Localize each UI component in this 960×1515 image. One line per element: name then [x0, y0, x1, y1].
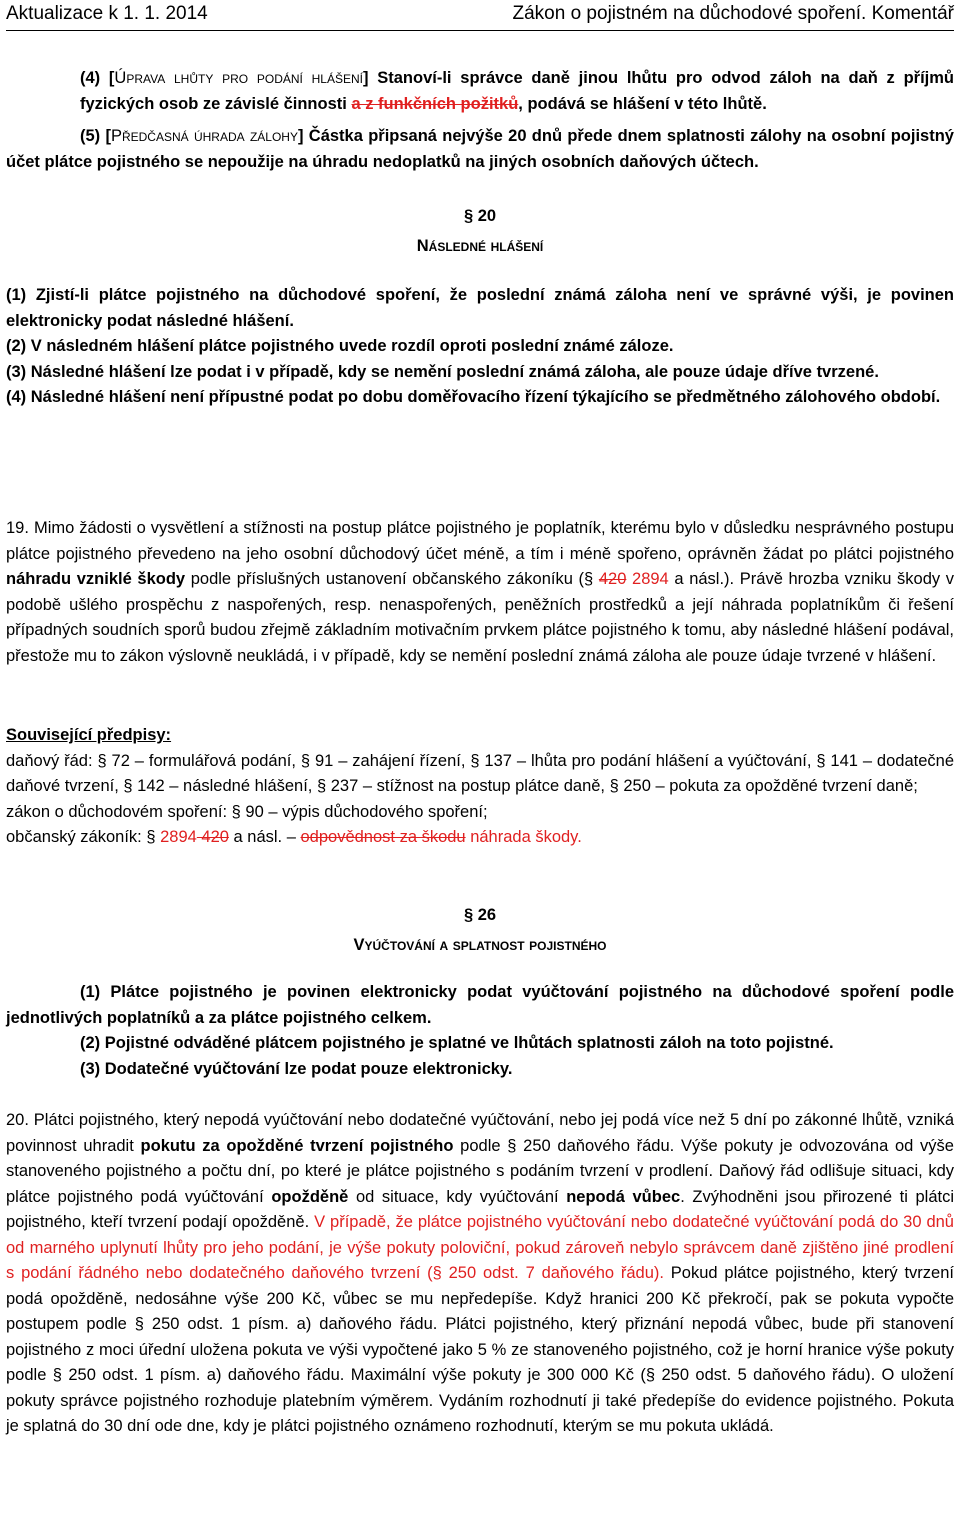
header-right: Zákon o pojistném na důchodové spoření. Komentář	[512, 3, 954, 24]
deleted-text: a z funkčních požitků	[351, 94, 519, 113]
section-26	[6, 903, 954, 1082]
inserted-text: V případě, že plátce pojistného vyúčtování nebo dodatečné vyúčtování podá do 30 dnů od marného uplynutí lhůty pro jeho podání, je výše pokuty poloviční, pokud zároveň nebylo správcem daně zjištěno jiné prodlení s podání řádného nebo dodatečného daňového tvrzení (§ 250 odst. 7 daňového řádu).	[6, 1213, 954, 1282]
section-20-number: § 20	[463, 207, 497, 225]
page-header	[6, 0, 954, 31]
section-26-p1: (1) Plátce pojistného je povinen elektronicky podat vyúčtování pojistného na důchodové spoření podle jednotlivých poplatníků a za plátce pojistného celkem.	[6, 983, 954, 1027]
commentary-19	[6, 516, 954, 669]
related-line-3: občanský zákoník: § 2894 420 a násl. – odpovědnost za škodu náhrada škody.	[6, 828, 582, 846]
deleted-text: 420	[598, 570, 627, 588]
law-paragraph-5: (5) [Předčasná úhrada zálohy] Částka připsaná nejvýše 20 dnů přede dnem splatnosti zálohy na osobní pojistný účet plátce pojistného se nepoužije na úhradu nedoplatků na jiných osobních daňových účtech.	[6, 127, 954, 171]
related-regulations	[6, 723, 954, 851]
section-20-p1: (1) Zjistí-li plátce pojistného na důchodové spoření, že poslední známá záloha není ve správné výši, je povinen elektronicky podat následné hlášení.	[6, 286, 954, 330]
commentary-19-text: 19. Mimo žádosti o vysvětlení a stížnosti na postup plátce pojistného je poplatník, kterému bylo v důsledku nesprávného postupu plátce pojistného převedeno na jeho osobní důchodový účet méně, a tím i méně spořeno, oprávněn žádat po plátci pojistného náhradu vzniklé škody podle příslušných ustanovení občanského zákoníku (§ 420 2894 a násl.). Právě hrozba vzniku škody v podobě ušlého prospěchu z naspořených, resp. nenaspořených, peněžních prostředků a její náhrada poplatníkům či řešení případných soudních sporů budou zřejmě základním motivačním prvkem plátce pojistného k tomu, aby následné hlášení podával, přestože mu to zákon výslovně neukládá, i v případě, kdy se nemění poslední známá záloha ale pouze údaje tvrzené v hlášení.	[6, 519, 955, 665]
section-26-p3: (3) Dodatečné vyúčtování lze podat pouze elektronicky.	[80, 1059, 513, 1078]
header-left: Aktualizace k 1. 1. 2014	[6, 3, 208, 24]
commentary-20	[6, 1108, 954, 1440]
related-line-1: daňový řád: § 72 – formulářová podání, § 91 – zahájení řízení, § 137 – lhůta pro podání hlášení a vyúčtování, § 141 – dodatečné daňové tvrzení, § 142 – následné hlášení, § 237 – stížnost na postup plátce daně, § 250 – pokuta za opožděné tvrzení daně;	[6, 751, 954, 795]
law-block-1b	[6, 124, 954, 175]
section-26-title: Vyúčtování a splatnost pojistného	[353, 935, 607, 954]
section-26-p2: (2) Pojistné odváděné plátcem pojistného je splatné ve lhůtách splatnosti záloh na toto pojistné.	[80, 1034, 834, 1052]
section-20-title: Následné hlášení	[416, 236, 544, 255]
section-20-p3: (3) Následné hlášení lze podat i v případě, kdy se nemění poslední známá záloha, ale pouze údaje dříve tvrzené.	[6, 362, 879, 381]
related-line-2: zákon o důchodovém spoření: § 90 – výpis důchodového spoření;	[6, 802, 488, 821]
law-paragraph-4: (4) [Úprava lhůty pro podání hlášení] Stanoví-li správce daně jinou lhůtu pro odvod záloh na daň z příjmů fyzických osob ze závislé činnosti a z funkčních požitků, podává se hlášení v této lhůtě.	[80, 69, 954, 113]
section-20-p4: (4) Následné hlášení není přípustné podat po dobu doměřovacího řízení týkajícího se předmětného zálohového období.	[6, 388, 941, 406]
section-26-number: § 26	[463, 906, 497, 924]
inserted-text: 2894	[626, 570, 669, 588]
section-20	[6, 204, 954, 411]
related-heading: Související předpisy:	[6, 726, 172, 744]
law-block-1	[6, 66, 954, 117]
section-20-p2: (2) V následném hlášení plátce pojistného uvede rozdíl oproti poslední známé záloze.	[6, 337, 674, 355]
commentary-20-text: 20. Plátci pojistného, který nepodá vyúčtování nebo dodatečné vyúčtování, nebo jej podá více než 5 dní po zákonné lhůtě, vzniká povinnost uhradit pokutu za opožděné tvrzení pojistného podle § 250 daňového řádu. Výše pokuty je odvozována od výše stanoveného pojistného a počtu dní, po které je plátce pojistného s podáním tvrzení v prodlení. Daňový řád odlišuje situaci, kdy plátce pojistného podá vyúčtování opožděně od situace, kdy vyúčtování nepodá vůbec. Zvýhodněni jsou přirozené ti plátci pojistného, kteří tvrzení podají opožděně. V případě, že plátce pojistného vyúčtování nebo dodatečné vyúčtování podá do 30 dnů od marného uplynutí lhůty pro jeho podání, je výše pokuty poloviční, pokud zároveň nebylo správcem daně zjištěno jiné prodlení s podání řádného nebo dodatečného daňového tvrzení (§ 250 odst. 7 daňového řádu). Pokud plátce pojistného, který tvrzení podá opožděně, nedosáhne výše 200 Kč, vůbec se mu nepředepíše. Když hranici 200 Kč překročí, pak se pokuta vypočte postupem podle § 250 odst. 1 písm. a) daňového řádu. Plátci pojistného, který přiznání nepodá vůbec, bude při stanovení pojistného z moci úřední uložena pokuta ve výši vypočtené jako 5 % ze stanoveného pojistného, což je horní hranice výše pokuty podle § 250 odst. 1 písm. a) daňového řádu. Maximální výše pokuty je 300 000 Kč (§ 250 odst. 5 daňového řádu). O uložení pokuty správce pojistného rozhoduje platebním výměrem. Vydáním rozhodnutí ji také předepíše do evidence pojistného. Pokuta je splatná do 30 dní ode dne, kdy je plátci pojistného oznámeno rozhodnutí, kterým se mu pokuta ukládá.	[6, 1111, 954, 1435]
